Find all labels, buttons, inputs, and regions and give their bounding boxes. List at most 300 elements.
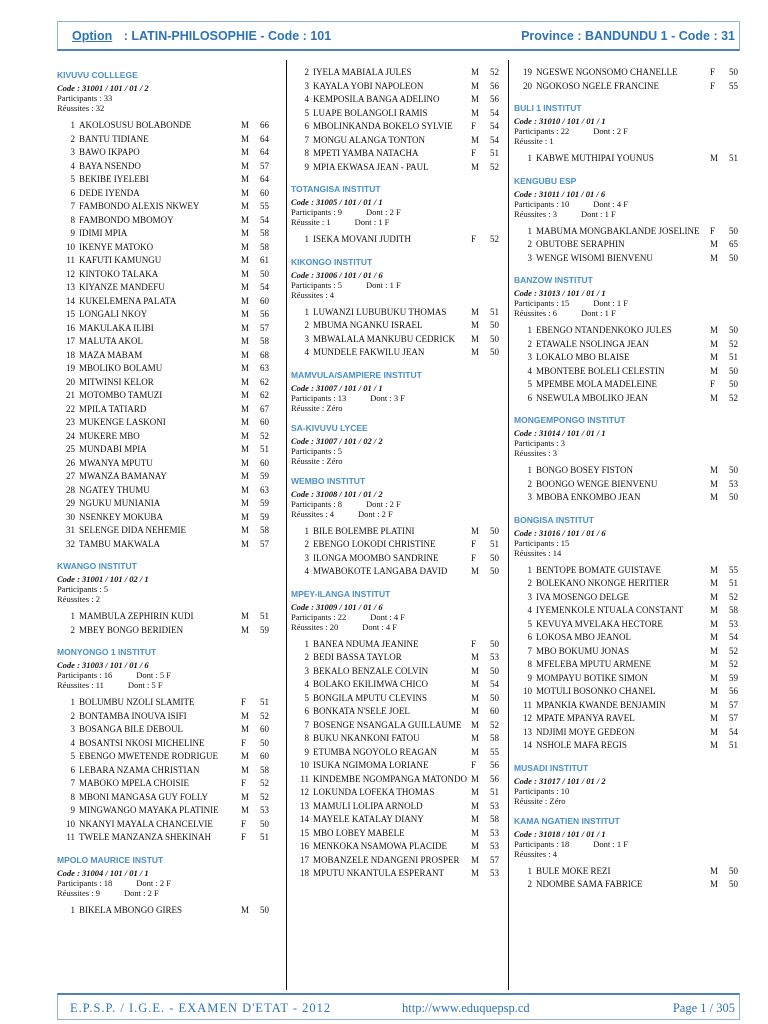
candidate-number: 11	[66, 255, 75, 265]
candidate-score: 52	[729, 591, 738, 602]
school-section	[57, 561, 275, 637]
school-code: Code : 31007 / 101 / 01 / 1	[291, 382, 383, 393]
participants-female: Dont : 2 F	[136, 877, 171, 888]
candidate-score: 50	[260, 268, 269, 279]
candidate-row	[291, 66, 501, 80]
candidate-list	[57, 610, 275, 637]
participants-line	[291, 280, 501, 290]
candidate-number: 2	[304, 539, 309, 549]
candidate-row	[291, 134, 501, 148]
candidate-number: 2	[527, 478, 532, 489]
candidate-score: 50	[260, 737, 269, 748]
school-code: Code : 31009 / 101 / 01 / 6	[291, 601, 383, 612]
candidate-sex: M	[471, 67, 480, 77]
participants-count: Participants : 13	[291, 392, 347, 403]
candidate-sex: F	[471, 760, 477, 770]
candidate-score: 58	[260, 525, 269, 535]
candidate-name: MPEMBE MOLA MADELEINE	[536, 379, 657, 389]
reussites-line	[57, 680, 275, 690]
candidate-sex: M	[471, 347, 480, 357]
participants-female: Dont : 5 F	[136, 670, 171, 680]
school-code: Code : 31014 / 101 / 01 / 1	[514, 428, 606, 438]
candidate-sex: M	[710, 605, 719, 615]
candidate-name: MOTULI BOSONKO CHANEL	[536, 686, 656, 696]
school-code: Code : 31005 / 101 / 01 / 1	[291, 197, 383, 207]
candidate-name: IVA MOSENGO DELGE	[536, 591, 629, 602]
reussites-line	[57, 888, 275, 898]
candidate-sex: M	[241, 484, 250, 495]
candidate-name: MOBANZELE NDANGENI PROSPER	[313, 854, 460, 865]
candidate-sex: M	[710, 564, 719, 575]
candidate-name: NGUKU MUNIANIA	[79, 498, 161, 508]
candidate-name: OBUTOBE SERAPHIN	[536, 239, 625, 249]
candidate-sex: M	[241, 363, 250, 373]
option-title	[72, 29, 331, 43]
candidate-name: MBUMA NGANKU ISRAEL	[313, 320, 423, 330]
candidate-row	[57, 710, 275, 724]
candidate-sex: M	[241, 403, 250, 414]
candidate-number: 15	[300, 827, 309, 838]
candidate-score: 63	[260, 484, 269, 495]
candidate-sex: M	[241, 764, 250, 775]
reussites-line	[291, 290, 501, 300]
candidate-score: 53	[729, 618, 738, 629]
candidate-sex: M	[241, 498, 250, 508]
candidate-list	[291, 66, 501, 174]
candidate-row	[57, 295, 275, 309]
candidate-score: 59	[260, 498, 269, 508]
candidate-score: 59	[729, 672, 738, 683]
candidate-name: MONGU ALANGA TONTON	[313, 134, 426, 145]
reussites-count: Réussites : 4	[291, 508, 334, 519]
candidate-row	[514, 66, 740, 80]
candidate-sex: M	[241, 624, 250, 635]
school-section	[291, 370, 501, 413]
school-code: Code : 31001 / 101 / 02 / 1	[57, 574, 149, 584]
candidate-row	[514, 577, 740, 591]
participants-line	[514, 126, 740, 136]
candidate-name: BOLAKO EKILIMWA CHICO	[313, 679, 428, 689]
candidate-score: 57	[729, 713, 738, 723]
candidate-row	[514, 631, 740, 645]
candidate-name: ISEKA MOVANI JUDITH	[313, 234, 411, 244]
participants-line	[291, 393, 501, 403]
candidate-score: 52	[729, 338, 738, 349]
candidate-number: 9	[304, 161, 309, 172]
candidate-sex: M	[710, 726, 719, 737]
candidate-number: 1	[70, 904, 75, 915]
candidate-row	[514, 645, 740, 659]
reussites-line	[291, 403, 501, 413]
candidate-name: ETAWALE NSOLINGA JEAN	[536, 338, 650, 349]
candidate-score: 50	[490, 566, 499, 576]
candidate-name: MFELEBA MPUTU ARMENE	[536, 659, 652, 669]
candidate-name: MALUTA AKOL	[79, 336, 144, 346]
candidate-sex: M	[241, 525, 250, 535]
candidate-number: 13	[300, 800, 309, 811]
candidate-number: 19	[523, 67, 532, 77]
participants-line	[291, 446, 501, 456]
candidate-number: 4	[527, 365, 532, 376]
candidate-row	[57, 750, 275, 764]
candidate-name: AKOLOSUSU BOLABONDE	[79, 120, 192, 130]
school-name: KENGUBU ESP	[514, 175, 577, 186]
candidate-name: ISUKA NGIMOMA LORIANE	[313, 760, 429, 770]
participants-line	[514, 199, 740, 209]
candidate-score: 55	[729, 80, 738, 91]
candidate-row	[514, 478, 740, 492]
candidate-score: 55	[490, 746, 499, 757]
candidate-list	[514, 152, 740, 166]
candidate-number: 31	[66, 525, 75, 535]
candidate-sex: M	[471, 161, 480, 172]
school-name: MONGEMPONGO INSTITUT	[514, 415, 626, 425]
participants-female: Dont : 2 F	[593, 126, 628, 136]
candidate-name: MOMPAYU BOTIKE SIMON	[536, 672, 648, 683]
school-section	[291, 184, 501, 247]
school-section	[57, 647, 275, 845]
candidate-number: 18	[66, 349, 75, 360]
candidate-number: 28	[66, 484, 75, 495]
candidate-sex: M	[710, 865, 719, 876]
candidate-score: 51	[729, 352, 738, 362]
participants-female: Dont : 1 F	[593, 838, 628, 849]
candidate-sex: M	[710, 686, 719, 696]
candidate-score: 53	[729, 478, 738, 489]
candidate-name: MAKULAKA ILIBI	[79, 322, 154, 333]
candidate-sex: M	[241, 805, 250, 815]
candidate-score: 50	[729, 379, 738, 389]
candidate-row	[291, 800, 501, 814]
participants-female: Dont : 2 F	[366, 498, 401, 509]
candidate-row	[57, 160, 275, 174]
candidate-list	[514, 865, 740, 892]
candidate-number: 12	[523, 713, 532, 723]
candidate-sex: M	[241, 295, 250, 306]
candidate-row	[291, 678, 501, 692]
candidate-name: BULE MOKE REZI	[536, 865, 611, 876]
participants-count: Participants : 5	[291, 279, 342, 290]
candidate-name: MPETI YAMBA NATACHA	[313, 148, 419, 158]
candidate-number: 3	[527, 492, 532, 502]
candidate-name: BEKIBE IYELEBI	[79, 174, 149, 184]
candidate-number: 12	[66, 268, 75, 279]
candidate-name: NSENKEY MOKUBA	[79, 511, 163, 522]
footer-url-link[interactable]: http://www.eduquepsp.cd	[402, 1001, 530, 1015]
candidate-score: 52	[490, 67, 499, 77]
candidate-name: KABWE MUTHIPAI YOUNUS	[536, 153, 654, 163]
candidate-list	[57, 904, 275, 918]
candidate-number: 7	[304, 134, 309, 145]
candidate-score: 51	[490, 306, 499, 317]
candidate-name: BONGILA MPUTU CLEVINS	[313, 692, 428, 703]
candidate-sex: M	[471, 80, 480, 91]
candidate-score: 51	[260, 444, 269, 454]
candidate-sex: M	[241, 430, 250, 441]
candidate-score: 58	[260, 228, 269, 238]
reussites-count: Réussites : 3	[514, 208, 557, 219]
candidate-score: 50	[490, 525, 499, 536]
candidate-sex: M	[710, 252, 719, 263]
candidate-score: 58	[260, 241, 269, 252]
candidate-sex: M	[241, 322, 250, 333]
candidate-row	[291, 147, 501, 161]
candidate-score: 56	[490, 773, 499, 784]
candidate-score: 53	[490, 652, 499, 662]
candidate-name: MOTOMBO TAMUZI	[79, 390, 163, 400]
candidate-sex: M	[710, 352, 719, 362]
participants-count: Participants : 3	[514, 438, 565, 448]
candidate-score: 54	[490, 107, 499, 118]
participants-female: Dont : 1 F	[366, 279, 401, 290]
candidate-name: BOLUMBU NZOLI SLAMITE	[79, 697, 195, 707]
candidate-row	[291, 854, 501, 868]
candidate-sex: M	[241, 444, 250, 454]
candidate-sex: M	[241, 160, 250, 171]
candidate-sex: M	[710, 591, 719, 602]
candidate-row	[57, 416, 275, 430]
candidate-score: 50	[729, 492, 738, 502]
candidate-number: 3	[527, 352, 532, 362]
candidate-score: 52	[260, 791, 269, 802]
candidate-number: 1	[527, 465, 532, 475]
reussites-line	[57, 594, 275, 604]
candidate-name: NGATEY THUMU	[79, 484, 150, 495]
candidate-row	[514, 324, 740, 338]
candidate-sex: M	[241, 309, 250, 319]
candidate-row	[57, 696, 275, 710]
reussites-female: Dont : 4 F	[362, 621, 397, 632]
candidate-number: 24	[66, 430, 75, 441]
candidate-score: 58	[490, 733, 499, 743]
candidate-score: 50	[729, 865, 738, 876]
candidate-row	[291, 107, 501, 121]
candidate-score: 51	[729, 153, 738, 163]
candidate-row	[291, 306, 501, 320]
reussites-line	[291, 456, 501, 466]
candidate-score: 54	[729, 632, 738, 642]
candidate-sex: M	[710, 645, 719, 656]
candidate-number: 2	[527, 879, 532, 889]
school-name: SA-KIVUVU LYCEE	[291, 422, 368, 433]
participants-count: Participants : 8	[291, 498, 342, 509]
reussites-count: Réussites : 32	[57, 103, 105, 113]
school-name: MONYONGO 1 INSTITUT	[57, 647, 157, 657]
candidate-score: 57	[260, 322, 269, 333]
participants-count: Participants : 18	[514, 838, 570, 849]
candidate-score: 59	[260, 624, 269, 635]
candidate-name: LONGALI NKOY	[79, 309, 148, 319]
reussites-line	[514, 136, 740, 146]
school-section	[291, 257, 501, 360]
candidate-list	[514, 225, 740, 266]
page-footer	[57, 993, 740, 1020]
candidate-row	[57, 831, 275, 845]
candidate-name: KEVUYA MVELAKA HECTORE	[536, 618, 663, 629]
candidate-number: 6	[70, 764, 75, 775]
candidate-sex: M	[241, 724, 250, 734]
candidate-name: ILONGA MOOMBO SANDRINE	[313, 552, 439, 563]
candidate-sex: F	[471, 121, 477, 131]
candidate-sex: F	[710, 67, 716, 77]
candidate-number: 13	[523, 726, 532, 737]
candidate-number: 6	[527, 632, 532, 642]
candidate-score: 57	[260, 538, 269, 549]
candidate-name: MUNDELE FAKWILU JEAN	[313, 347, 425, 357]
participants-line	[57, 670, 275, 680]
candidate-name: MAMULI LOLIPA ARNOLD	[313, 800, 423, 811]
candidate-name: BEKALO BENZALE COLVIN	[313, 665, 429, 676]
reussites-line	[514, 308, 740, 318]
candidate-sex: M	[241, 187, 250, 198]
candidate-score: 54	[260, 282, 269, 292]
candidate-sex: M	[241, 538, 250, 549]
candidate-name: BOSANGA BILE DEBOUL	[79, 724, 184, 734]
candidate-number: 6	[304, 121, 309, 131]
candidate-sex: M	[241, 268, 250, 279]
candidate-number: 2	[304, 320, 309, 330]
candidate-row	[57, 610, 275, 624]
candidate-number: 5	[304, 692, 309, 703]
candidate-row	[57, 538, 275, 552]
candidate-score: 53	[490, 868, 499, 878]
candidate-row	[514, 726, 740, 740]
participants-count: Participants : 5	[291, 445, 342, 456]
reussites-line	[514, 548, 740, 558]
candidate-name: LUAPE BOLANGOLI RAMIS	[313, 107, 428, 118]
candidate-number: 8	[304, 733, 309, 743]
school-code: Code : 31013 / 101 / 01 / 1	[514, 288, 606, 298]
candidate-score: 50	[490, 333, 499, 344]
candidate-number: 10	[66, 241, 75, 252]
candidate-number: 5	[527, 618, 532, 629]
candidate-score: 65	[729, 239, 738, 249]
candidate-score: 57	[490, 854, 499, 865]
candidate-score: 51	[490, 539, 499, 549]
candidate-name: MUKERE MBO	[79, 430, 140, 441]
school-section	[514, 176, 740, 266]
candidate-name: MAMBULA ZEPHIRIN KUDI	[79, 611, 194, 621]
candidate-score: 63	[260, 363, 269, 373]
school-section	[514, 415, 740, 505]
candidate-row	[291, 827, 501, 841]
candidate-row	[291, 867, 501, 881]
candidate-sex: M	[471, 868, 480, 878]
candidate-row	[57, 254, 275, 268]
reussites-count: Réussites : 14	[514, 547, 562, 558]
school-code: Code : 31008 / 101 / 01 / 2	[291, 488, 383, 499]
candidate-name: TWELE MANZANZA SHEKINAH	[79, 832, 211, 842]
candidate-score: 50	[729, 225, 738, 236]
candidate-sex: M	[241, 174, 250, 184]
candidate-score: 64	[260, 133, 269, 144]
candidate-name: WENGE WISOMI BIENVENU	[536, 252, 653, 263]
candidate-row	[514, 878, 740, 892]
candidate-sex: M	[471, 665, 480, 676]
candidate-row	[57, 723, 275, 737]
candidate-number: 1	[70, 611, 75, 621]
school-section	[291, 476, 501, 579]
candidate-score: 61	[260, 255, 269, 265]
candidate-name: MBOLIKO BOLAMU	[79, 363, 163, 373]
reussites-line	[291, 509, 501, 519]
candidate-score: 58	[260, 336, 269, 346]
candidate-row	[291, 759, 501, 773]
candidate-number: 7	[70, 778, 75, 788]
candidate-sex: M	[471, 773, 480, 784]
candidate-number: 20	[523, 80, 532, 91]
school-code: Code : 31003 / 101 / 01 / 6	[57, 660, 149, 670]
candidate-name: LOKUNDA LOFEKA THOMAS	[313, 787, 435, 797]
candidate-score: 50	[490, 347, 499, 357]
candidate-name: BUKU NKANKONI FATOU	[313, 733, 420, 743]
candidate-name: LEBARA NZAMA CHRISTIAN	[79, 764, 200, 775]
participants-line	[514, 538, 740, 548]
candidate-number: 4	[304, 347, 309, 357]
candidate-sex: M	[241, 147, 250, 157]
candidate-score: 56	[490, 94, 499, 104]
school-code: Code : 31004 / 101 / 01 / 1	[57, 867, 149, 878]
candidate-name: BAWO IKPAPO	[79, 147, 140, 157]
candidate-number: 2	[70, 133, 75, 144]
candidate-name: BAYA NSENDO	[79, 160, 141, 171]
candidate-row	[291, 161, 501, 175]
candidate-row	[291, 552, 501, 566]
candidate-number: 16	[300, 841, 309, 851]
candidate-score: 52	[260, 710, 269, 721]
candidate-name: IDIMI MPIA	[79, 228, 128, 238]
candidate-number: 2	[70, 710, 75, 721]
reussites-count: Réussites : 9	[57, 887, 100, 898]
school-section	[514, 816, 740, 892]
school-name: KIVUVU COLLLEGE	[57, 70, 138, 80]
candidate-name: BIKELA MBONGO GIRES	[79, 904, 183, 915]
candidate-name: MPUTU NKANTULA ESPERANT	[313, 868, 445, 878]
school-code: Code : 31001 / 101 / 01 / 2	[57, 83, 149, 93]
candidate-row	[291, 565, 501, 579]
candidate-list	[57, 119, 275, 551]
candidate-name: MBO BOKUMU JONAS	[536, 645, 630, 656]
candidate-row	[57, 904, 275, 918]
candidate-number: 12	[300, 787, 309, 797]
candidate-name: NSEWULA MBOLIKO JEAN	[536, 392, 648, 403]
candidate-row	[514, 238, 740, 252]
candidate-sex: M	[241, 241, 250, 252]
candidate-row	[57, 268, 275, 282]
candidate-name: MPILA TATIARD	[79, 403, 147, 414]
candidate-number: 5	[70, 751, 75, 761]
candidate-name: NGOKOSO NGELE FRANCINE	[536, 80, 659, 91]
candidate-score: 51	[729, 740, 738, 750]
school-section	[514, 763, 740, 806]
candidate-row	[291, 80, 501, 94]
candidate-name: BEDI BASSA TAYLOR	[313, 652, 402, 662]
candidate-name: DEDE IYENDA	[79, 187, 140, 198]
candidate-sex: M	[241, 120, 250, 130]
candidate-number: 19	[66, 363, 75, 373]
candidate-number: 11	[300, 773, 309, 784]
candidate-number: 1	[527, 225, 532, 236]
candidate-row	[291, 346, 501, 360]
candidate-name: BOSENGE NSANGALA GUILLAUME	[313, 719, 462, 730]
candidate-row	[57, 524, 275, 538]
candidate-number: 16	[66, 322, 75, 333]
candidate-row	[514, 365, 740, 379]
candidate-row	[57, 214, 275, 228]
candidate-list	[514, 324, 740, 405]
candidate-sex: M	[710, 713, 719, 723]
school-section	[514, 275, 740, 405]
